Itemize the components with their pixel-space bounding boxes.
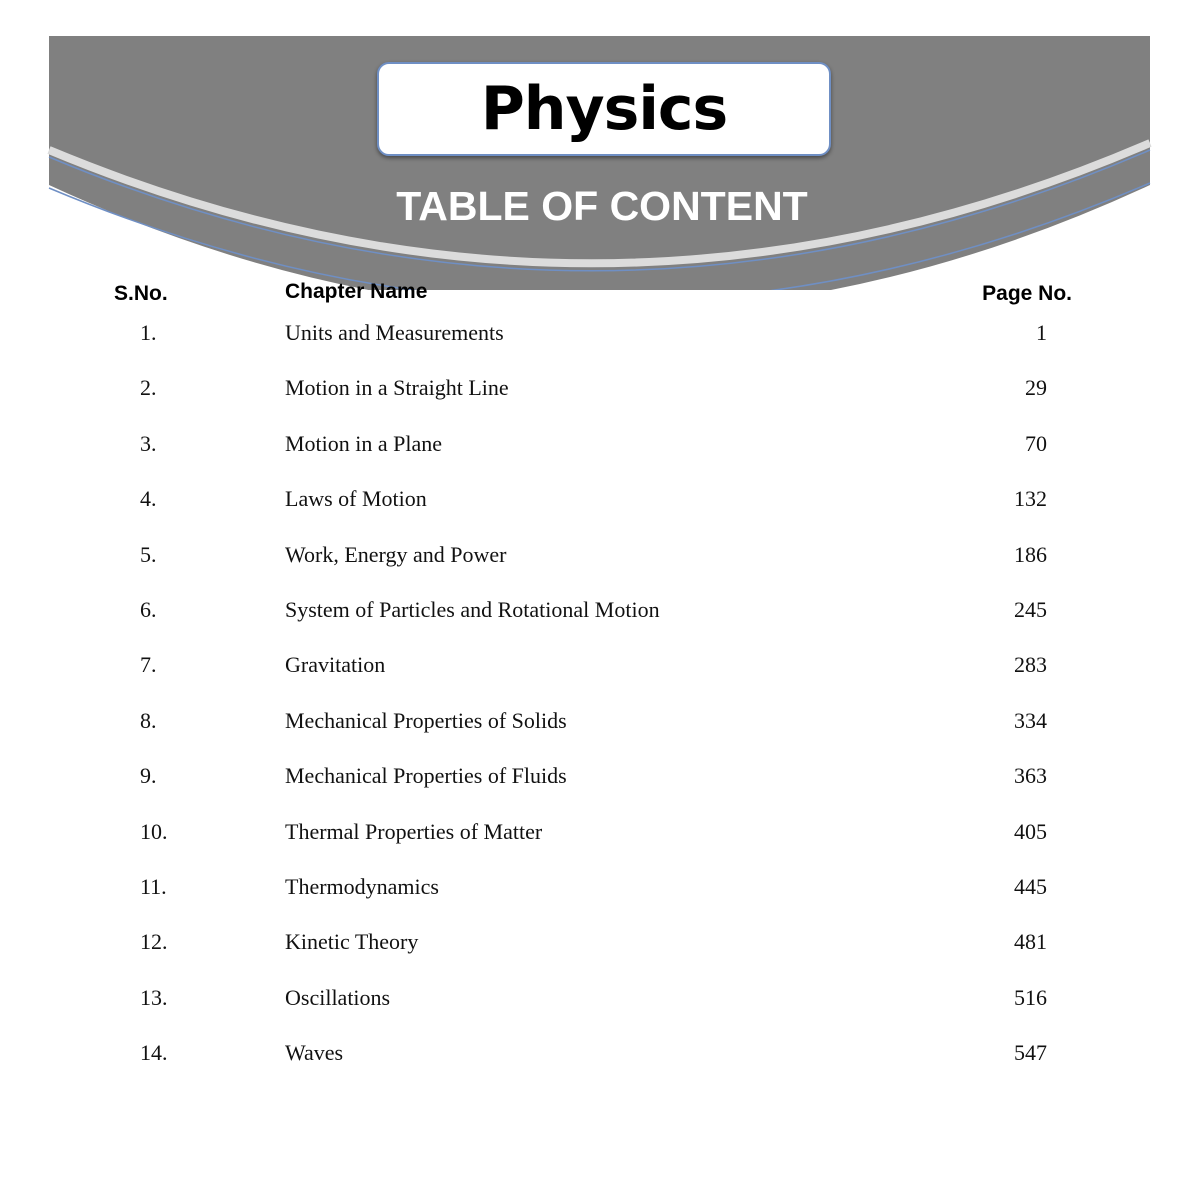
chapter-name: Motion in a Straight Line [285,375,509,401]
chapter-name: Thermodynamics [285,873,439,899]
subject-title: Physics [480,74,728,144]
chapter-name: Motion in a Plane [285,430,443,456]
chapter-name: Gravitation [285,652,386,678]
chapter-row[interactable] [0,428,1200,483]
chapter-row[interactable] [0,1037,1200,1092]
chapter-name: Work, Energy and Power [285,541,507,567]
chapter-sno: 14. [140,1040,168,1066]
chapter-name: Mechanical Properties of Fluids [285,763,567,789]
chapter-sno: 10. [140,818,168,844]
chapter-sno: 12. [140,929,168,955]
chapter-name: Laws of Motion [285,486,427,512]
column-header-chapter: Chapter Name [285,280,428,303]
chapter-sno: 1. [140,320,157,345]
chapter-row[interactable] [0,594,1200,649]
chapter-name: Units and Measurements [285,320,504,345]
chapter-name: Waves [285,1040,344,1066]
column-header-page: Page No. [982,282,1072,305]
chapter-sno: 6. [140,596,157,622]
chapter-row[interactable] [0,760,1200,815]
chapter-sno: 3. [140,430,157,456]
chapter-row[interactable] [0,705,1200,760]
chapter-page: 334 [1014,707,1047,733]
chapter-sno: 11. [140,873,167,899]
chapter-page: 70 [1025,430,1047,456]
chapter-page: 132 [1014,486,1047,512]
chapter-row[interactable] [0,483,1200,538]
chapter-row[interactable] [0,317,1200,372]
chapter-page: 283 [1014,652,1047,678]
chapter-sno: 13. [140,984,168,1010]
chapter-page: 516 [1014,984,1047,1010]
table-of-content-heading: TABLE OF CONTENT [396,183,808,229]
chapter-sno: 2. [140,375,157,401]
chapter-page: 29 [1025,375,1047,401]
chapter-page: 1 [1036,320,1047,345]
chapter-sno: 7. [140,652,157,678]
chapter-page: 481 [1014,929,1047,955]
subject-title-box [377,62,831,156]
chapter-page: 363 [1014,763,1047,789]
chapter-list [0,317,1200,1092]
chapter-page: 547 [1014,1040,1047,1066]
chapter-sno: 4. [140,486,157,512]
chapter-name: Oscillations [285,984,391,1010]
chapter-row[interactable] [0,539,1200,594]
chapter-page: 445 [1014,873,1047,899]
chapter-page: 245 [1014,596,1047,622]
chapter-row[interactable] [0,372,1200,427]
chapter-page: 186 [1014,541,1047,567]
chapter-page: 405 [1014,818,1047,844]
chapter-row[interactable] [0,871,1200,926]
column-header-sno: S.No. [114,282,168,305]
chapter-name: System of Particles and Rotational Motion [285,596,660,622]
chapter-sno: 9. [140,763,157,789]
chapter-sno: 5. [140,541,157,567]
chapter-row[interactable] [0,649,1200,704]
column-header-row [0,280,1200,306]
chapter-row[interactable] [0,926,1200,981]
chapter-row[interactable] [0,816,1200,871]
chapter-row[interactable] [0,982,1200,1037]
chapter-name: Kinetic Theory [285,929,419,955]
chapter-name: Thermal Properties of Matter [285,818,543,844]
chapter-name: Mechanical Properties of Solids [285,707,567,733]
chapter-sno: 8. [140,707,157,733]
